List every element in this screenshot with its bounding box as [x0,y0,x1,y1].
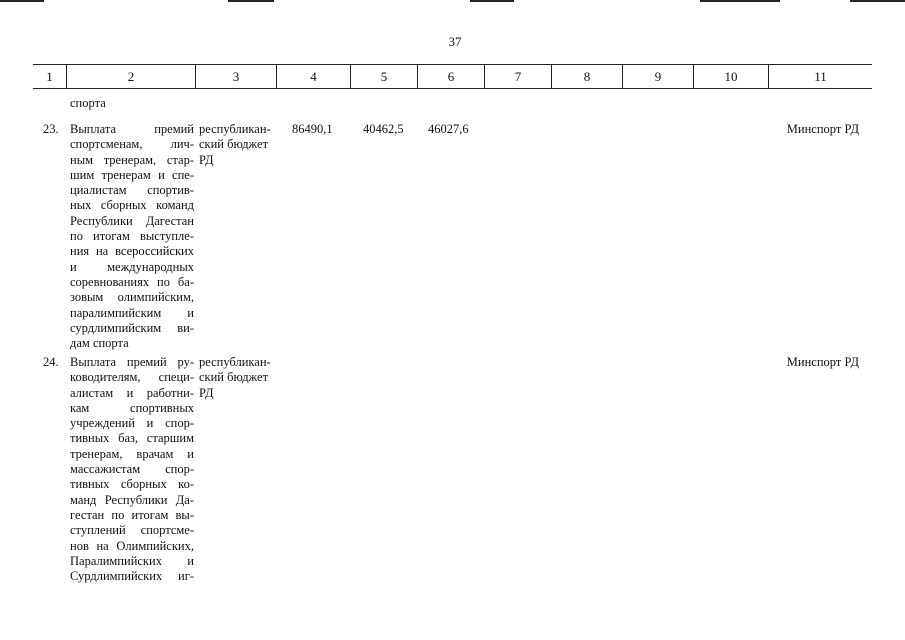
continued-text: спорта [70,96,106,110]
column-header: 11 [814,69,827,84]
column-header-row [33,64,872,89]
description-line: нов на Олимпийских, [70,538,194,553]
description-line: ководителям, специ- [70,370,194,385]
description-line: и международных [70,259,194,274]
description-line: шим тренерам и спе- [70,167,194,182]
description-line: соревнованиях по ба- [70,274,194,289]
funding-source [199,122,277,168]
description-line: зовым олимпийским, [70,290,194,305]
column-header: 6 [418,65,485,88]
source-line: республикан- [199,355,271,369]
description-line: тивных баз, старшим [70,431,194,446]
row-description [70,122,194,351]
column-header: 4 [277,65,351,88]
row-number: 23. [43,122,59,136]
value-col4: 86490,1 [292,122,333,136]
column-header: 8 [552,65,623,88]
description-line: тренерам, врачам и [70,446,194,461]
source-line: ский бюджет [199,370,269,385]
description-line: спортсменам, лич- [70,137,194,152]
description-line: ступлений спортсме- [70,523,194,538]
executor: Минспорт РД [786,355,859,369]
row-description [70,355,194,584]
column-header: 3 [196,65,277,88]
description-line: алистам и работни- [70,385,194,400]
description-line: циалистам спортив- [70,183,194,198]
description-line: учреждений и спор- [70,416,194,431]
value-col5: 40462,5 [363,122,404,136]
description-line: гестан по итогам вы- [70,507,194,522]
description-line: тивных сборных ко- [70,477,194,492]
description-line: Выплата премий ру- [70,355,194,369]
description-line: дам спорта [70,336,129,351]
description-line: ным тренерам, стар- [70,152,194,167]
column-header: 7 [485,65,552,88]
value-col6: 46027,6 [428,122,469,136]
top-edge-rule [228,0,274,2]
source-line: республикан- [199,122,271,136]
description-line: Сурдлимпийских иг- [70,569,194,584]
column-header: 10 [694,65,769,88]
column-header: 1 [33,65,67,88]
top-edge-rule [850,0,905,2]
description-line: Паралимпийских и [70,553,194,568]
description-line: сурдлимпийским ви- [70,320,194,335]
source-line: ский бюджет [199,137,269,152]
top-edge-rule [700,0,780,2]
top-edge-rule [470,0,514,2]
description-line: по итогам выступле- [70,229,194,244]
description-line: массажистам спор- [70,462,194,477]
description-line: кам спортивных [70,400,194,415]
description-line: паралимпийским и [70,305,194,320]
funding-source [199,355,277,401]
data-table [33,64,872,584]
top-edge-rule [0,0,44,2]
row-number: 24. [43,355,59,369]
description-line: ных сборных команд [70,198,194,213]
column-header: 5 [351,65,418,88]
page-number: 37 [448,34,462,49]
column-header: 2 [67,65,196,88]
description-line: манд Республики Да- [70,492,194,507]
description-line: ния на всероссийских [70,244,194,259]
executor: Минспорт РД [786,122,859,136]
description-line: Республики Дагестан [70,213,194,228]
column-header: 9 [623,65,694,88]
source-line: РД [199,385,214,400]
source-line: РД [199,152,214,167]
description-line: Выплата премий [70,122,194,136]
